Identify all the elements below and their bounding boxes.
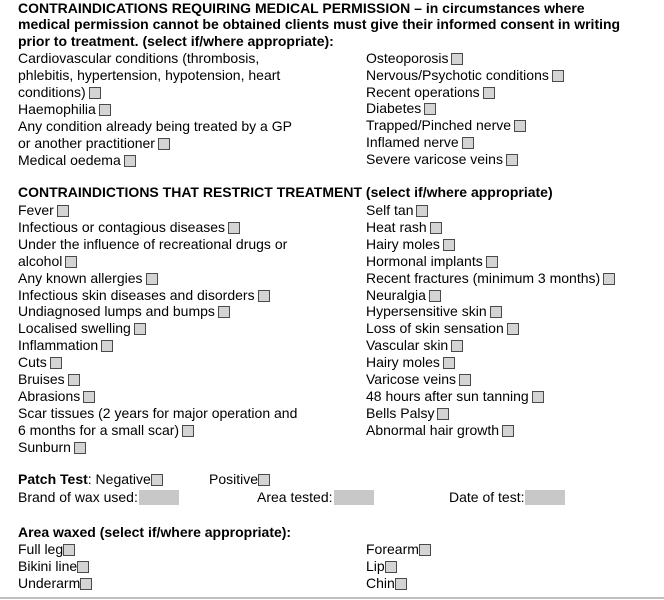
checkbox[interactable]	[50, 357, 62, 369]
brand-row	[18, 489, 179, 505]
checkbox[interactable]	[430, 222, 442, 234]
checkbox[interactable]	[532, 391, 544, 403]
checklist-item-inflamed-nerve	[366, 134, 474, 151]
checkbox[interactable]	[99, 104, 111, 116]
checklist-item-full-leg	[18, 541, 75, 558]
checklist-item-label: Trapped/Pinched nerve	[366, 117, 512, 134]
area-tested-field[interactable]	[334, 490, 374, 505]
checklist-item-label: Sunburn	[18, 438, 71, 455]
checkbox[interactable]	[158, 138, 170, 150]
checkbox[interactable]	[57, 205, 69, 217]
checkbox[interactable]	[462, 137, 474, 149]
checklist-item-label: Forearm	[366, 541, 419, 557]
date-test-field[interactable]	[525, 490, 565, 505]
checklist-item-osteoporosis	[366, 50, 463, 67]
brand-label: Brand of wax used:	[18, 489, 138, 505]
checkbox[interactable]	[419, 544, 431, 556]
checklist-item-label: Nervous/Psychotic conditions	[366, 66, 549, 83]
checklist-item-bikini-line	[18, 558, 89, 575]
checklist-item-48-hours-after-sun-tanning	[366, 388, 544, 405]
checklist-item-hypersensitive-skin	[366, 303, 502, 320]
checklist-item-recent-operations	[366, 84, 495, 101]
checkbox[interactable]	[429, 290, 441, 302]
checklist-item-label: Neuralgia	[366, 286, 426, 303]
waxed-heading: Area waxed (select if/where appropriate):	[18, 524, 292, 540]
checkbox[interactable]	[514, 120, 526, 132]
checklist-item-infectious-or-contagious-diseases	[18, 219, 240, 236]
checkbox[interactable]	[146, 273, 158, 285]
checklist-item-label: Self tan	[366, 202, 414, 218]
checkbox[interactable]	[507, 323, 519, 335]
checklist-item-label: or another practitioner	[18, 135, 155, 151]
checklist-item-label: Under the influence of recreational drugs or	[18, 235, 288, 252]
checkbox[interactable]	[65, 256, 77, 268]
checklist-item-label: Bells Palsy	[366, 404, 435, 421]
checkbox[interactable]	[552, 70, 564, 82]
checkbox[interactable]	[451, 53, 463, 65]
checklist-item-label: Chin	[366, 575, 395, 591]
patch-positive-row	[209, 471, 270, 487]
checkbox[interactable]	[483, 87, 495, 99]
checkbox[interactable]	[490, 306, 502, 318]
checklist-item-under-the-influence-of-recreational-drugs-or-alcohol	[18, 236, 287, 270]
patch-positive-checkbox[interactable]	[258, 474, 270, 486]
checkbox[interactable]	[416, 205, 428, 217]
checkbox[interactable]	[437, 408, 449, 420]
checklist-item-any-known-allergies	[18, 270, 158, 287]
medical-heading-line3: prior to treatment. (select if/where appropriate):	[18, 33, 334, 49]
checklist-item-label: Inflamed nerve	[366, 134, 459, 150]
checklist-item-label: Diabetes	[366, 100, 422, 117]
checklist-item-label: Hairy moles	[366, 354, 440, 371]
checkbox[interactable]	[80, 578, 92, 590]
checklist-item-label: Hairy moles	[366, 235, 440, 252]
checkbox[interactable]	[83, 391, 95, 403]
checklist-item-label: Any condition already being treated by a GP	[18, 118, 292, 134]
checklist-item-label: phlebitis, hypertension, hypotension, heart	[18, 67, 281, 83]
checkbox[interactable]	[443, 239, 455, 251]
patch-test-row	[18, 471, 163, 487]
checklist-item-abrasions	[18, 388, 95, 405]
checklist-item-label: Hypersensitive skin	[366, 303, 487, 320]
checklist-item-label: Scar tissues (2 years for major operation and	[18, 404, 298, 421]
checkbox[interactable]	[424, 103, 436, 115]
checklist-item-haemophilia	[18, 101, 111, 118]
checkbox[interactable]	[451, 340, 463, 352]
checkbox[interactable]	[258, 290, 270, 302]
checklist-item-hormonal-implants	[366, 253, 498, 270]
checklist-item-varicose-veins	[366, 371, 471, 388]
checklist-item-label: Abnormal hair growth	[366, 421, 500, 438]
checklist-item-fever	[18, 202, 69, 219]
checklist-item-neuralgia	[366, 287, 441, 304]
area-tested-row	[257, 489, 374, 505]
checkbox[interactable]	[486, 256, 498, 268]
checkbox[interactable]	[77, 561, 89, 573]
checklist-item-label: Underarm	[18, 575, 81, 591]
checklist-item-cuts	[18, 354, 62, 371]
checklist-item-heat-rash	[366, 219, 442, 236]
checklist-item-forearm	[366, 541, 431, 558]
patch-test-label: Patch Test	[18, 471, 88, 487]
checklist-item-label: Heat rash	[366, 218, 427, 235]
date-test-label: Date of test:	[449, 489, 525, 505]
checklist-item-label: Hormonal implants	[366, 252, 483, 269]
checkbox[interactable]	[74, 442, 86, 454]
checklist-item-severe-varicose-veins	[366, 151, 518, 168]
checklist-item-label: Lip	[366, 558, 385, 574]
checklist-item-label: Infectious or contagious diseases	[18, 218, 226, 235]
checklist-item-label: 6 months for a small scar)	[18, 421, 180, 438]
checklist-item-label: Recent operations	[366, 83, 480, 100]
checklist-item-label: Vascular skin	[366, 337, 449, 354]
checklist-item-hairy-moles	[366, 354, 455, 371]
checklist-item-trapped-pinched-nerve	[366, 117, 526, 134]
checklist-item-scar-tissues-2-years-for-major-operation-and-6-months-for-a-small-scar	[18, 405, 297, 439]
checklist-item-medical-oedema	[18, 152, 136, 169]
checklist-item-label: Bikini line	[18, 558, 78, 574]
checkbox[interactable]	[395, 578, 407, 590]
checklist-item-label: Osteoporosis	[366, 50, 449, 66]
checklist-item-label: Severe varicose veins	[366, 150, 503, 167]
checkbox[interactable]	[459, 374, 471, 386]
checklist-item-localised-swelling	[18, 320, 146, 337]
checklist-item-label: 48 hours after sun tanning	[366, 387, 529, 404]
checklist-item-bells-palsy	[366, 405, 449, 422]
checklist-item-label: Any known allergies	[18, 269, 143, 286]
checklist-item-undiagnosed-lumps-and-bumps	[18, 303, 230, 320]
patch-positive-label: Positive	[209, 471, 259, 487]
checkbox[interactable]	[506, 154, 518, 166]
checklist-item-label: Recent fractures (minimum 3 months)	[366, 269, 601, 286]
checklist-item-any-condition-already-being-treated-by-a-gp-or-another-practitioner	[18, 118, 292, 152]
checklist-item-label: Medical oedema	[18, 152, 121, 168]
checkbox[interactable]	[124, 155, 136, 167]
checklist-item-label: Inflammation	[18, 337, 99, 354]
checklist-item-label: Haemophilia	[18, 101, 96, 117]
medical-heading-line2: medical permission cannot be obtained clients must give their informed consent in writing	[18, 16, 621, 32]
checklist-item-diabetes	[366, 100, 436, 117]
checklist-item-label: Infectious skin diseases and disorders	[18, 286, 255, 303]
checkbox[interactable]	[182, 425, 194, 437]
checklist-item-label: alcohol	[18, 252, 63, 269]
checklist-item-vascular-skin	[366, 337, 463, 354]
checklist-item-hairy-moles	[366, 236, 455, 253]
checklist-item-label: conditions)	[18, 84, 86, 100]
checkbox[interactable]	[443, 357, 455, 369]
checklist-item-lip	[366, 558, 397, 575]
checklist-item-cardiovascular-conditions-thrombosis-phlebitis-hypertension-hypotension-heart-conditions	[18, 50, 280, 101]
checklist-item-recent-fractures-minimum-3-months	[366, 270, 615, 287]
checklist-item-label: Fever	[18, 202, 54, 218]
checklist-item-bruises	[18, 371, 80, 388]
checklist-item-label: Cardiovascular conditions (thrombosis,	[18, 50, 260, 66]
checklist-item-loss-of-skin-sensation	[366, 320, 519, 337]
checkbox[interactable]	[502, 425, 514, 437]
area-tested-label: Area tested:	[257, 489, 333, 505]
checklist-item-chin	[366, 575, 407, 592]
bottom-border	[0, 597, 664, 599]
checklist-item-label: Full leg	[18, 541, 64, 557]
checklist-item-label: Abrasions	[18, 387, 81, 404]
checkbox[interactable]	[101, 340, 113, 352]
checklist-item-sunburn	[18, 439, 86, 456]
medical-heading-line1: CONTRAINDICATIONS REQUIRING MEDICAL PERMISSION – in circumstances where	[18, 0, 585, 16]
date-test-row	[449, 489, 565, 505]
restrict-heading: CONTRAINDICTIONS THAT RESTRICT TREATMENT (select if/where appropriate)	[18, 184, 553, 200]
checkbox[interactable]	[68, 374, 80, 386]
checkbox[interactable]	[385, 561, 397, 573]
checkbox[interactable]	[134, 323, 146, 335]
brand-field[interactable]	[139, 490, 179, 505]
checkbox[interactable]	[89, 87, 101, 99]
checkbox[interactable]	[603, 273, 615, 285]
checkbox[interactable]	[228, 222, 240, 234]
checklist-item-nervous-psychotic-conditions	[366, 67, 564, 84]
checklist-item-label: Cuts	[18, 354, 47, 371]
checkbox[interactable]	[63, 544, 75, 556]
checklist-item-label: Localised swelling	[18, 320, 131, 337]
checklist-item-abnormal-hair-growth	[366, 422, 514, 439]
checklist-item-inflammation	[18, 337, 113, 354]
checklist-item-underarm	[18, 575, 92, 592]
patch-negative-label: : Negative	[87, 471, 151, 487]
checklist-item-self-tan	[366, 202, 428, 219]
patch-negative-checkbox[interactable]	[151, 474, 163, 486]
checklist-item-infectious-skin-diseases-and-disorders	[18, 287, 270, 304]
checklist-item-label: Bruises	[18, 371, 65, 387]
checkbox[interactable]	[218, 306, 230, 318]
checklist-item-label: Loss of skin sensation	[366, 320, 504, 337]
checklist-item-label: Varicose veins	[366, 371, 457, 387]
checklist-item-label: Undiagnosed lumps and bumps	[18, 303, 215, 320]
